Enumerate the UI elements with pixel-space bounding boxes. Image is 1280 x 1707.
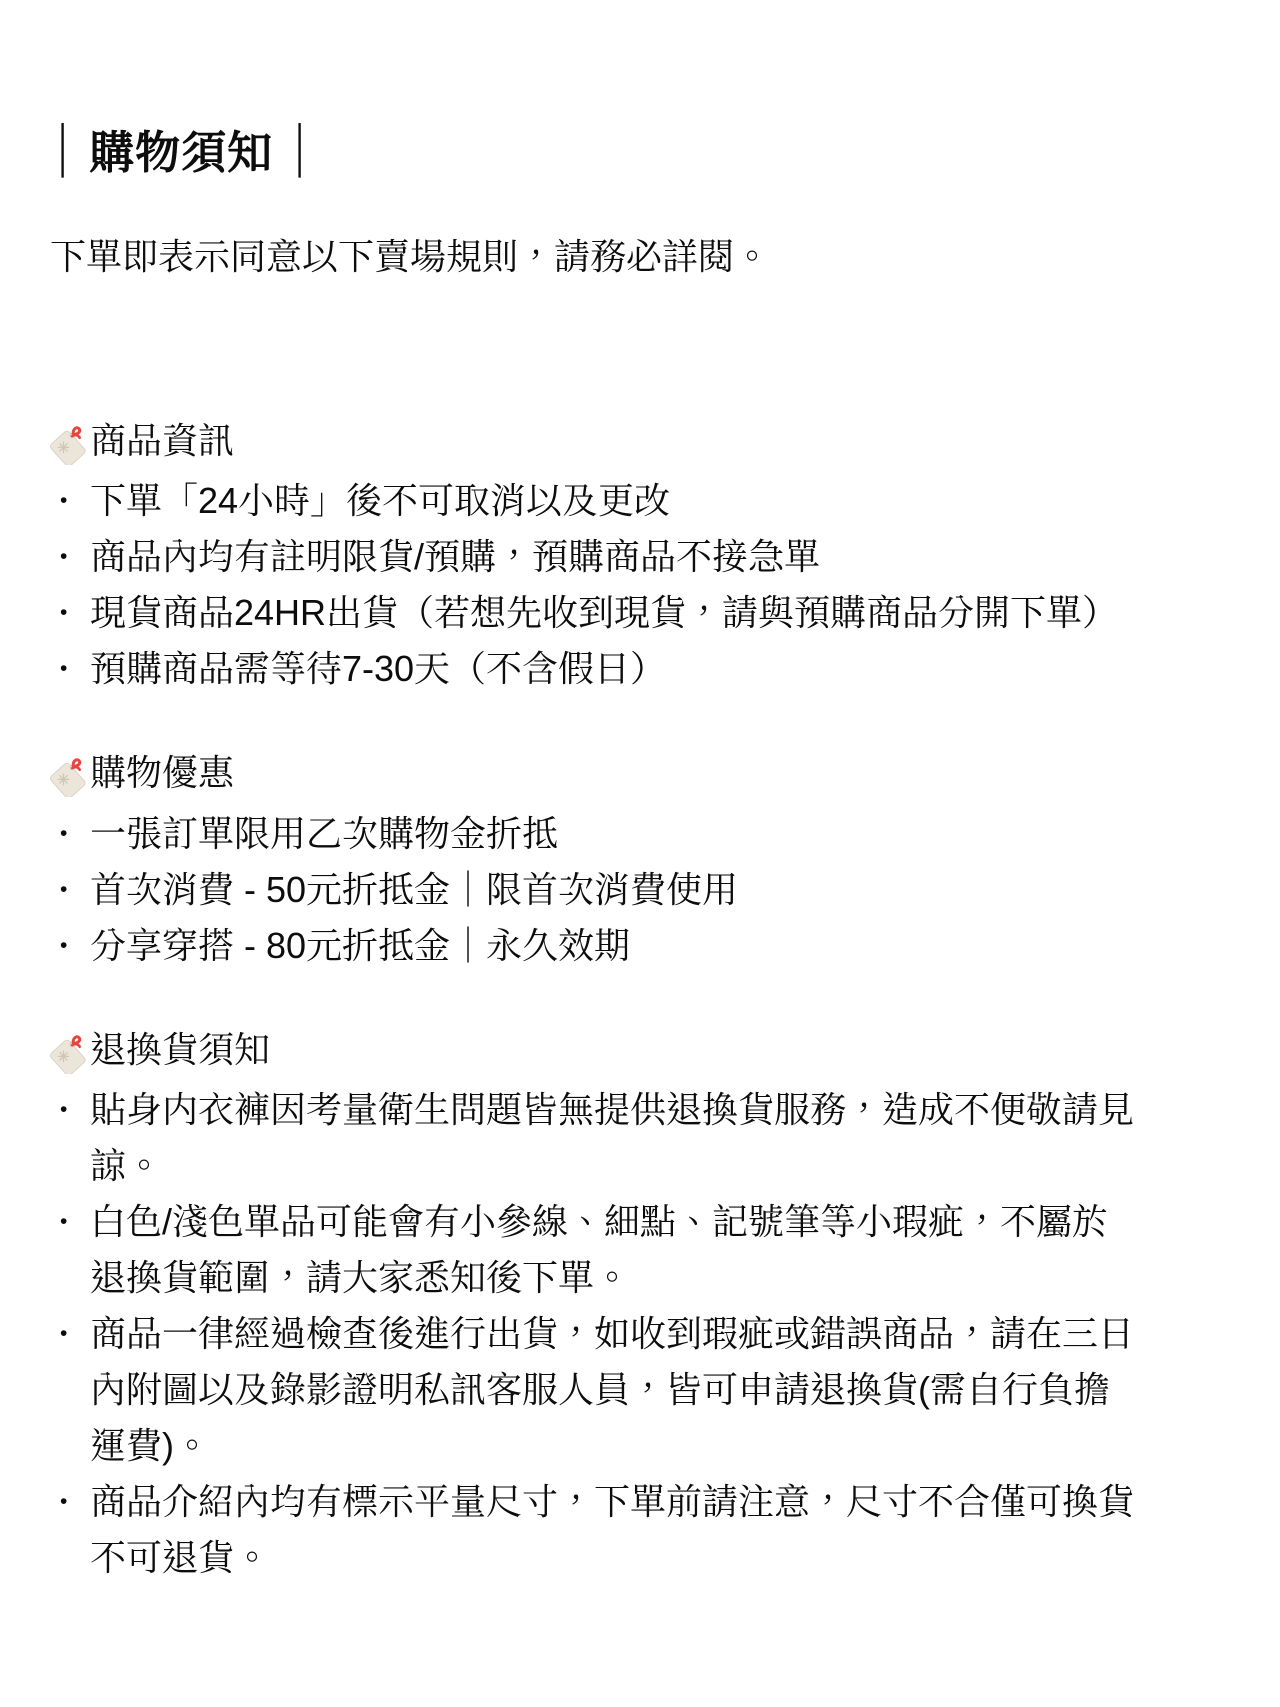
list-item-text: 下單「24小時」後不可取消以及更改 — [90, 480, 671, 522]
list-item-text: 現貨商品24HR出貨（若想先收到現貨，請與預購商品分開下單） — [90, 592, 1119, 634]
section-heading — [50, 1024, 1230, 1076]
notice-section — [50, 1024, 1230, 1586]
section-heading-label: 退換貨須知 — [90, 1028, 271, 1070]
bullet-dot: • — [60, 877, 68, 901]
section-heading — [50, 415, 1230, 467]
bullet-dot: • — [60, 657, 68, 681]
page-title — [50, 116, 1230, 181]
bullet-dot: • — [60, 1321, 68, 1345]
tag-icon — [46, 421, 88, 465]
list-item — [50, 806, 1230, 862]
sections-container — [50, 415, 1230, 1586]
bullet-dot: • — [60, 821, 68, 845]
list-item — [50, 862, 1230, 918]
list-item-text: 商品內均有註明限貨/預購，預購商品不接急單 — [90, 536, 821, 578]
bullet-dot: • — [60, 933, 68, 957]
list-item-text: 商品介紹內均有標示平量尺寸，下單前請注意，尺寸不合僅可換貨不可退貨。 — [90, 1480, 1135, 1578]
list-item-text: 商品一律經過檢查後進行出貨，如收到瑕疵或錯誤商品，請在三日內附圖以及錄影證明私訊客服人員，皆可申請退換貨(需自行負擔運費)。 — [90, 1312, 1135, 1466]
list-item — [50, 529, 1230, 585]
bullet-dot: • — [60, 1489, 68, 1513]
tag-icon — [46, 1030, 88, 1074]
list-item-text: 首次消費 - 50元折抵金｜限首次消費使用 — [90, 868, 739, 910]
page-title-text: 購物須知 — [89, 127, 274, 178]
bullet-dot: • — [60, 545, 68, 569]
section-items — [50, 806, 1230, 974]
bullet-dot: • — [60, 1097, 68, 1121]
title-right-bar: │ — [290, 122, 313, 174]
section-heading-label: 購物優惠 — [90, 752, 235, 794]
list-item — [50, 641, 1230, 697]
list-item — [50, 1082, 1230, 1194]
list-item — [50, 918, 1230, 974]
list-item — [50, 473, 1230, 529]
title-left-bar: │ — [53, 122, 76, 174]
tag-icon — [46, 753, 88, 797]
list-item-text: 白色/淺色單品可能會有小參線、細點、記號筆等小瑕疵，不屬於退換貨範圍，請大家悉知後下單。 — [90, 1200, 1109, 1298]
bullet-dot: • — [60, 489, 68, 513]
section-items — [50, 1082, 1230, 1586]
list-item — [50, 1306, 1230, 1474]
list-item — [50, 1194, 1230, 1306]
list-item-text: 一張訂單限用乙次購物金折抵 — [90, 812, 559, 854]
list-item — [50, 1474, 1230, 1586]
bullet-dot: • — [60, 1209, 68, 1233]
list-item-text: 分享穿搭 - 80元折抵金｜永久效期 — [90, 924, 631, 966]
intro-text: 下單即表示同意以下賣場規則，請務必詳閱。 — [50, 236, 771, 277]
list-item-text: 貼身内衣褲因考量衛生問題皆無提供退換貨服務，造成不便敬請見諒。 — [90, 1088, 1135, 1186]
notice-section — [50, 415, 1230, 697]
section-items — [50, 473, 1230, 697]
list-item — [50, 585, 1230, 641]
section-heading-label: 商品資訊 — [90, 420, 235, 462]
notice-section — [50, 747, 1230, 973]
section-heading — [50, 747, 1230, 799]
bullet-dot: • — [60, 601, 68, 625]
list-item-text: 預購商品需等待7-30天（不含假日） — [90, 648, 667, 690]
